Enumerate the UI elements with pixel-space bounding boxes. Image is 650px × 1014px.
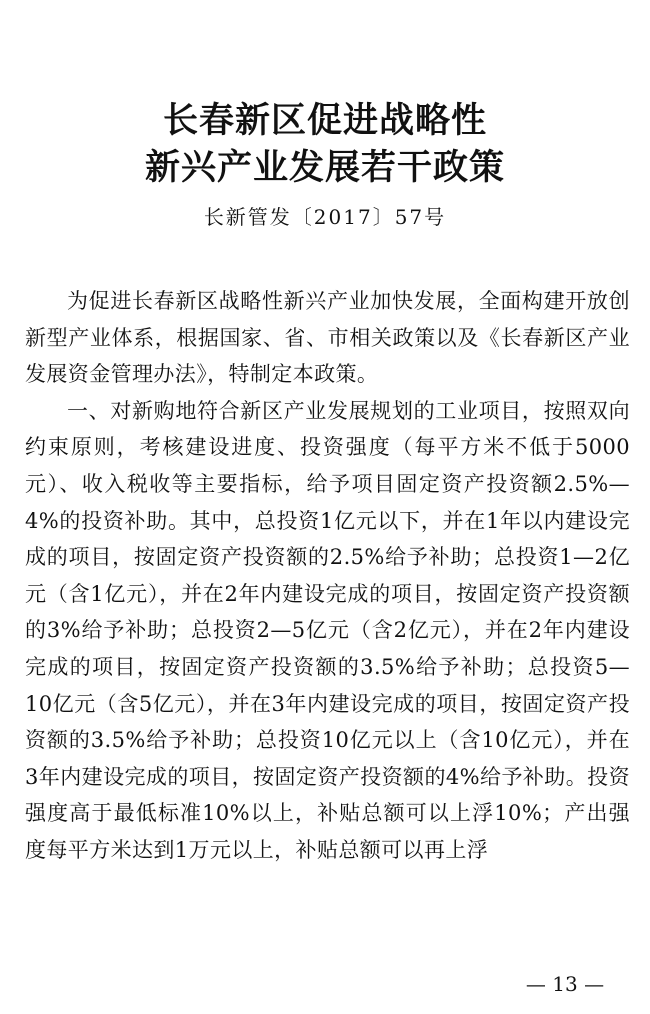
paragraph-article-1: 一、对新购地符合新区产业发展规划的工业项目，按照双向约束原则，考核建设进度、投资强度（每平方米不低于5000元）、收入税收等主要指标，给予项目固定资产投资额2.5%—4%的投资补助。其中，总投资1亿元以下，并在1年以内建设完成的项目，按固定资产投资额的2.5%给予补助；总投资1—2亿元（含1亿元），并在2年内建设完成的项目，按固定资产投资额的3%给予补助；总投资2—5亿元（含2亿元），并在2年内建设完成的项目，按固定资产投资额的3.5%给予补助；总投资5—10亿元（含5亿元），并在3年内建设完成的项目，按固定资产投资额的3.5%给予补助；总投资10亿元以上（含10亿元），并在3年内建设完成的项目，按固定资产投资额的4%给予补助。投资强度高于最低标准10%以上，补贴总额可以上浮10%；产出强度每平方米达到1万元以上，补贴总额可以再上浮 <box>25 398 630 862</box>
title-line-2: 新兴产业发展若干政策 <box>144 147 505 188</box>
page-number: — 13 — <box>525 972 605 996</box>
paragraph-intro: 为促进长春新区战略性新兴产业加快发展，全面构建开放创新型产业体系，根据国家、省、市相关政策以及《长春新区产业发展资金管理办法》，特制定本政策。 <box>25 289 630 387</box>
document-title <box>0 97 650 191</box>
title-line-1: 长春新区促进战略性 <box>162 100 487 141</box>
document-number: 长新管发〔2017〕57号 <box>203 205 447 229</box>
document-body <box>25 283 630 869</box>
